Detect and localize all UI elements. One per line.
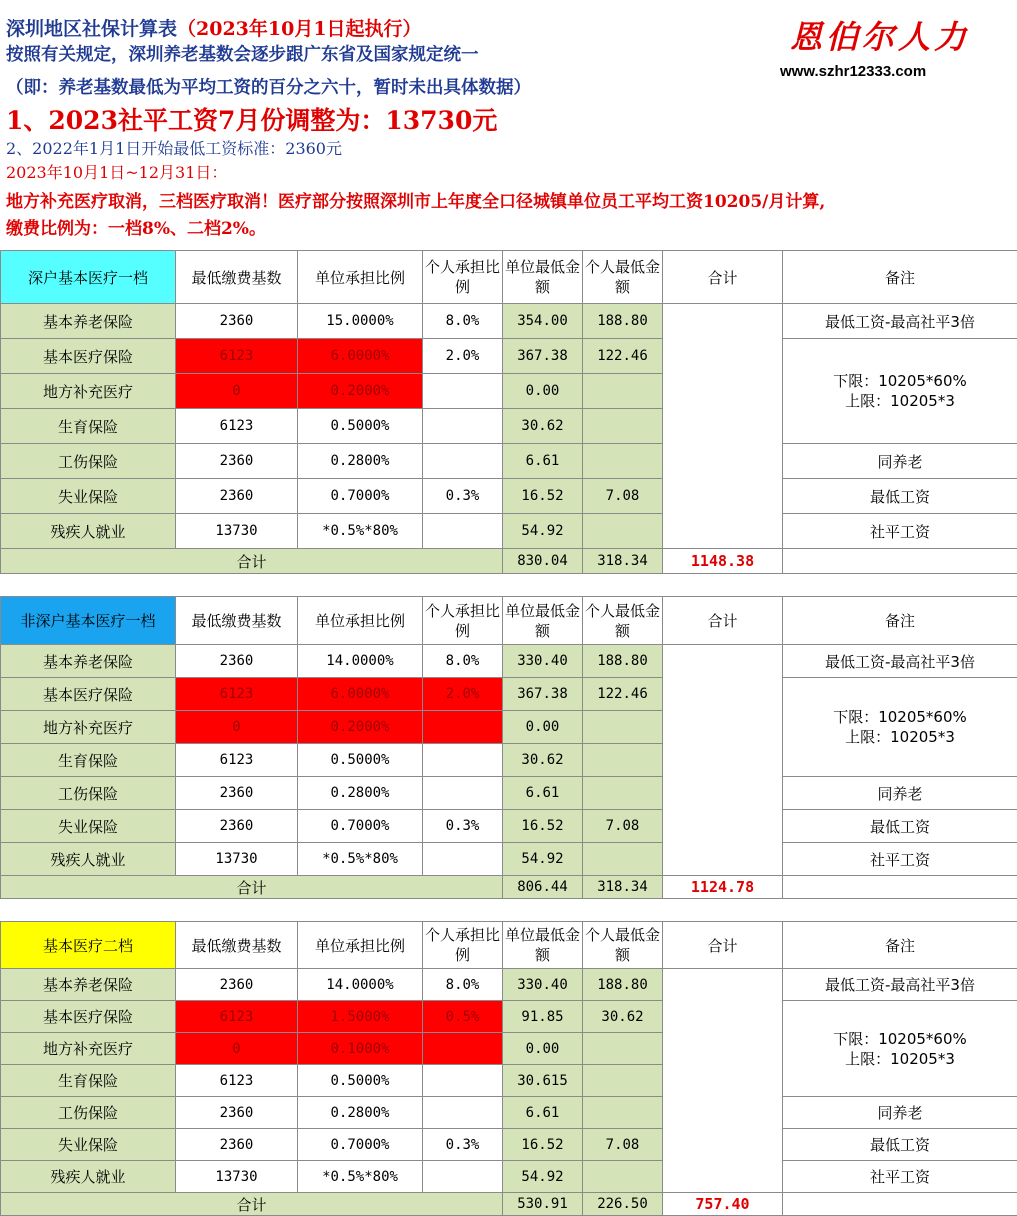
col-header-unit-amount: 单位最低金额	[503, 251, 583, 304]
row-base: 6123	[176, 339, 298, 374]
row-base: 6123	[176, 409, 298, 444]
row-personal-ratio: 8.0%	[423, 969, 503, 1001]
row-personal-ratio	[423, 374, 503, 409]
row-personal-ratio	[423, 1097, 503, 1129]
row-name: 生育保险	[1, 744, 176, 777]
row-personal-amount: 7.08	[583, 810, 663, 843]
row-note: 社平工资	[783, 843, 1017, 876]
intro-line-3: （即：养老基数最低为平均工资的百分之六十，暂时未出具体数据）	[6, 78, 531, 98]
row-unit-ratio: 0.1000%	[298, 1033, 423, 1065]
note-lower: 下限：10205*60%	[833, 372, 967, 390]
row-base: 6123	[176, 1065, 298, 1097]
row-unit-amount: 16.52	[503, 479, 583, 514]
total-unit: 830.04	[503, 549, 583, 574]
total-blank	[663, 969, 783, 1193]
col-header-unit-amount: 单位最低金额	[503, 922, 583, 969]
table-row	[1, 479, 1017, 514]
period-line: 2023年10月1日~12月31日：	[6, 163, 228, 182]
row-base: 2360	[176, 1097, 298, 1129]
total-note-blank	[783, 1193, 1017, 1216]
row-name: 地方补充医疗	[1, 1033, 176, 1065]
total-note-blank	[783, 549, 1017, 574]
row-name: 工伤保险	[1, 1097, 176, 1129]
total-label: 合计	[1, 1193, 503, 1216]
average-wage-line: 1、2023社平工资7月份调整为：13730元	[6, 106, 498, 135]
row-name: 生育保险	[1, 1065, 176, 1097]
row-unit-ratio: 0.2800%	[298, 1097, 423, 1129]
row-base: 2360	[176, 810, 298, 843]
header-row	[1, 251, 1017, 304]
row-note: 最低工资	[783, 479, 1017, 514]
row-personal-ratio	[423, 1033, 503, 1065]
section-table-3	[0, 921, 1017, 1216]
section-table-1	[0, 250, 1017, 574]
col-header-personal-ratio: 个人承担比例	[423, 922, 503, 969]
row-personal-ratio: 8.0%	[423, 645, 503, 678]
medical-note-line-1: 地方补充医疗取消，三档医疗取消！医疗部分按照深圳市上年度全口径城镇单位员工平均工资10205/月计算,	[6, 192, 826, 212]
row-note: 最低工资	[783, 810, 1017, 843]
row-unit-amount: 54.92	[503, 843, 583, 876]
row-unit-amount: 16.52	[503, 1129, 583, 1161]
header-row	[1, 597, 1017, 645]
row-personal-ratio: 2.0%	[423, 678, 503, 711]
row-name: 基本养老保险	[1, 304, 176, 339]
row-unit-amount: 330.40	[503, 645, 583, 678]
row-personal-ratio: 0.3%	[423, 1129, 503, 1161]
row-note: 社平工资	[783, 1161, 1017, 1193]
row-name: 地方补充医疗	[1, 374, 176, 409]
row-base: 2360	[176, 969, 298, 1001]
total-row	[1, 549, 1017, 574]
total-personal: 226.50	[583, 1193, 663, 1216]
website-link[interactable]: www.szhr12333.com	[780, 63, 927, 80]
row-unit-ratio: 0.2800%	[298, 777, 423, 810]
row-personal-amount	[583, 1033, 663, 1065]
row-unit-ratio: 0.5000%	[298, 1065, 423, 1097]
table-row	[1, 514, 1017, 549]
row-unit-ratio: 0.7000%	[298, 479, 423, 514]
row-name: 基本医疗保险	[1, 678, 176, 711]
row-unit-amount: 367.38	[503, 678, 583, 711]
row-personal-amount	[583, 777, 663, 810]
grand-total: 1148.38	[663, 549, 783, 574]
total-label: 合计	[1, 876, 503, 899]
row-unit-amount: 0.00	[503, 711, 583, 744]
medical-note-line-2: 缴费比例为：一档8%、二档2%。	[6, 219, 266, 239]
section-title: 深户基本医疗一档	[1, 251, 176, 304]
row-personal-ratio: 8.0%	[423, 304, 503, 339]
row-name: 失业保险	[1, 1129, 176, 1161]
table-row	[1, 678, 1017, 711]
row-unit-amount: 367.38	[503, 339, 583, 374]
col-header-personal-ratio: 个人承担比例	[423, 251, 503, 304]
row-note: 社平工资	[783, 514, 1017, 549]
row-personal-ratio	[423, 1161, 503, 1193]
row-note: 最低工资-最高社平3倍	[783, 645, 1017, 678]
row-base: 2360	[176, 777, 298, 810]
col-header-personal-ratio: 个人承担比例	[423, 597, 503, 645]
table-row	[1, 1129, 1017, 1161]
row-personal-ratio	[423, 711, 503, 744]
grand-total: 757.40	[663, 1193, 783, 1216]
row-note: 同养老	[783, 1097, 1017, 1129]
medical-range-note	[783, 339, 1017, 444]
intro-line-2: 按照有关规定，深圳养老基数会逐步跟广东省及国家规定统一	[6, 45, 479, 65]
row-personal-ratio	[423, 514, 503, 549]
row-personal-ratio	[423, 444, 503, 479]
row-personal-amount: 30.62	[583, 1001, 663, 1033]
row-personal-amount: 122.46	[583, 339, 663, 374]
row-unit-amount: 16.52	[503, 810, 583, 843]
total-row	[1, 876, 1017, 899]
row-name: 失业保险	[1, 810, 176, 843]
row-personal-amount	[583, 1161, 663, 1193]
col-header-unit-amount: 单位最低金额	[503, 597, 583, 645]
row-personal-amount	[583, 1097, 663, 1129]
total-row	[1, 1193, 1017, 1216]
row-base: 0	[176, 374, 298, 409]
row-note: 同养老	[783, 777, 1017, 810]
row-personal-ratio	[423, 777, 503, 810]
row-personal-amount	[583, 514, 663, 549]
col-header-notes: 备注	[783, 251, 1017, 304]
row-unit-amount: 54.92	[503, 1161, 583, 1193]
row-name: 基本医疗保险	[1, 339, 176, 374]
row-personal-amount	[583, 711, 663, 744]
row-unit-ratio: *0.5%*80%	[298, 514, 423, 549]
grand-total: 1124.78	[663, 876, 783, 899]
row-personal-amount	[583, 374, 663, 409]
row-note: 最低工资-最高社平3倍	[783, 969, 1017, 1001]
note-upper: 上限：10205*3	[845, 1049, 955, 1068]
row-name: 基本养老保险	[1, 969, 176, 1001]
row-personal-amount	[583, 843, 663, 876]
col-header-unit-ratio: 单位承担比例	[298, 922, 423, 969]
row-unit-ratio: *0.5%*80%	[298, 843, 423, 876]
total-unit: 806.44	[503, 876, 583, 899]
row-unit-ratio: 14.0000%	[298, 969, 423, 1001]
row-personal-amount: 7.08	[583, 1129, 663, 1161]
table-row	[1, 1097, 1017, 1129]
col-header-personal-amount: 个人最低金额	[583, 922, 663, 969]
table-row	[1, 1001, 1017, 1033]
total-personal: 318.34	[583, 876, 663, 899]
table-row	[1, 304, 1017, 339]
row-base: 6123	[176, 1001, 298, 1033]
medical-range-note	[783, 678, 1017, 777]
row-base: 13730	[176, 1161, 298, 1193]
row-unit-amount: 6.61	[503, 1097, 583, 1129]
col-header-total: 合计	[663, 922, 783, 969]
row-unit-amount: 30.62	[503, 409, 583, 444]
note-lower: 下限：10205*60%	[833, 708, 967, 726]
row-name: 地方补充医疗	[1, 711, 176, 744]
table-row	[1, 339, 1017, 374]
row-unit-ratio: 0.7000%	[298, 1129, 423, 1161]
row-name: 残疾人就业	[1, 843, 176, 876]
row-name: 基本医疗保险	[1, 1001, 176, 1033]
row-personal-amount	[583, 744, 663, 777]
table-row	[1, 777, 1017, 810]
row-unit-amount: 6.61	[503, 777, 583, 810]
row-personal-amount	[583, 444, 663, 479]
total-blank	[663, 304, 783, 549]
row-unit-amount: 30.615	[503, 1065, 583, 1097]
row-unit-ratio: 0.7000%	[298, 810, 423, 843]
row-base: 13730	[176, 843, 298, 876]
row-base: 2360	[176, 645, 298, 678]
row-unit-ratio: 0.5000%	[298, 744, 423, 777]
col-header-personal-amount: 个人最低金额	[583, 597, 663, 645]
row-unit-ratio: 0.2000%	[298, 374, 423, 409]
sheet-title: 深圳地区社保计算表（2023年10月1日起执行）	[6, 18, 422, 40]
col-header-personal-amount: 个人最低金额	[583, 251, 663, 304]
row-note: 同养老	[783, 444, 1017, 479]
row-unit-amount: 91.85	[503, 1001, 583, 1033]
row-name: 失业保险	[1, 479, 176, 514]
row-base: 0	[176, 1033, 298, 1065]
row-unit-amount: 30.62	[503, 744, 583, 777]
row-note: 最低工资	[783, 1129, 1017, 1161]
row-personal-amount: 188.80	[583, 304, 663, 339]
row-personal-amount: 7.08	[583, 479, 663, 514]
row-unit-ratio: 0.2800%	[298, 444, 423, 479]
row-base: 13730	[176, 514, 298, 549]
table-row	[1, 1161, 1017, 1193]
row-base: 2360	[176, 479, 298, 514]
row-note: 最低工资-最高社平3倍	[783, 304, 1017, 339]
min-wage-line: 2、2022年1月1日开始最低工资标准：2360元	[6, 139, 342, 158]
total-unit: 530.91	[503, 1193, 583, 1216]
table-row	[1, 810, 1017, 843]
col-header-base: 最低缴费基数	[176, 597, 298, 645]
row-name: 生育保险	[1, 409, 176, 444]
sheet-header	[0, 0, 1017, 248]
row-personal-ratio: 0.5%	[423, 1001, 503, 1033]
col-header-unit-ratio: 单位承担比例	[298, 597, 423, 645]
row-unit-ratio: 14.0000%	[298, 645, 423, 678]
row-base: 6123	[176, 678, 298, 711]
col-header-unit-ratio: 单位承担比例	[298, 251, 423, 304]
row-personal-amount	[583, 1065, 663, 1097]
row-unit-amount: 54.92	[503, 514, 583, 549]
row-personal-amount: 188.80	[583, 969, 663, 1001]
row-personal-ratio	[423, 1065, 503, 1097]
row-unit-ratio: 0.5000%	[298, 409, 423, 444]
row-personal-ratio	[423, 744, 503, 777]
total-note-blank	[783, 876, 1017, 899]
note-upper: 上限：10205*3	[845, 728, 955, 746]
row-base: 0	[176, 711, 298, 744]
row-personal-amount: 188.80	[583, 645, 663, 678]
note-lower: 下限：10205*60%	[833, 1029, 967, 1048]
row-base: 2360	[176, 444, 298, 479]
row-personal-amount	[583, 409, 663, 444]
row-unit-ratio: 0.2000%	[298, 711, 423, 744]
note-upper: 上限：10205*3	[845, 392, 955, 410]
section-title: 非深户基本医疗一档	[1, 597, 176, 645]
row-base: 6123	[176, 744, 298, 777]
section-title: 基本医疗二档	[1, 922, 176, 969]
row-name: 工伤保险	[1, 444, 176, 479]
total-label: 合计	[1, 549, 503, 574]
row-personal-amount: 122.46	[583, 678, 663, 711]
col-header-total: 合计	[663, 251, 783, 304]
row-unit-amount: 0.00	[503, 1033, 583, 1065]
row-unit-ratio: 15.0000%	[298, 304, 423, 339]
row-base: 2360	[176, 304, 298, 339]
col-header-total: 合计	[663, 597, 783, 645]
row-name: 残疾人就业	[1, 1161, 176, 1193]
total-personal: 318.34	[583, 549, 663, 574]
table-row	[1, 444, 1017, 479]
row-personal-ratio	[423, 843, 503, 876]
table-row	[1, 969, 1017, 1001]
row-name: 残疾人就业	[1, 514, 176, 549]
col-header-base: 最低缴费基数	[176, 922, 298, 969]
row-personal-ratio: 2.0%	[423, 339, 503, 374]
col-header-notes: 备注	[783, 597, 1017, 645]
row-name: 工伤保险	[1, 777, 176, 810]
row-personal-ratio	[423, 409, 503, 444]
row-unit-amount: 330.40	[503, 969, 583, 1001]
medical-range-note	[783, 1001, 1017, 1097]
table-row	[1, 843, 1017, 876]
row-unit-ratio: *0.5%*80%	[298, 1161, 423, 1193]
company-logo: 恩伯尔人力	[790, 18, 971, 56]
row-name: 基本养老保险	[1, 645, 176, 678]
row-base: 2360	[176, 1129, 298, 1161]
col-header-notes: 备注	[783, 922, 1017, 969]
row-unit-ratio: 6.0000%	[298, 678, 423, 711]
section-table-2	[0, 596, 1017, 899]
row-unit-ratio: 1.5000%	[298, 1001, 423, 1033]
row-unit-amount: 6.61	[503, 444, 583, 479]
table-row	[1, 645, 1017, 678]
total-blank	[663, 645, 783, 876]
row-unit-amount: 354.00	[503, 304, 583, 339]
header-row	[1, 922, 1017, 969]
row-unit-ratio: 6.0000%	[298, 339, 423, 374]
row-unit-amount: 0.00	[503, 374, 583, 409]
row-personal-ratio: 0.3%	[423, 479, 503, 514]
col-header-base: 最低缴费基数	[176, 251, 298, 304]
row-personal-ratio: 0.3%	[423, 810, 503, 843]
